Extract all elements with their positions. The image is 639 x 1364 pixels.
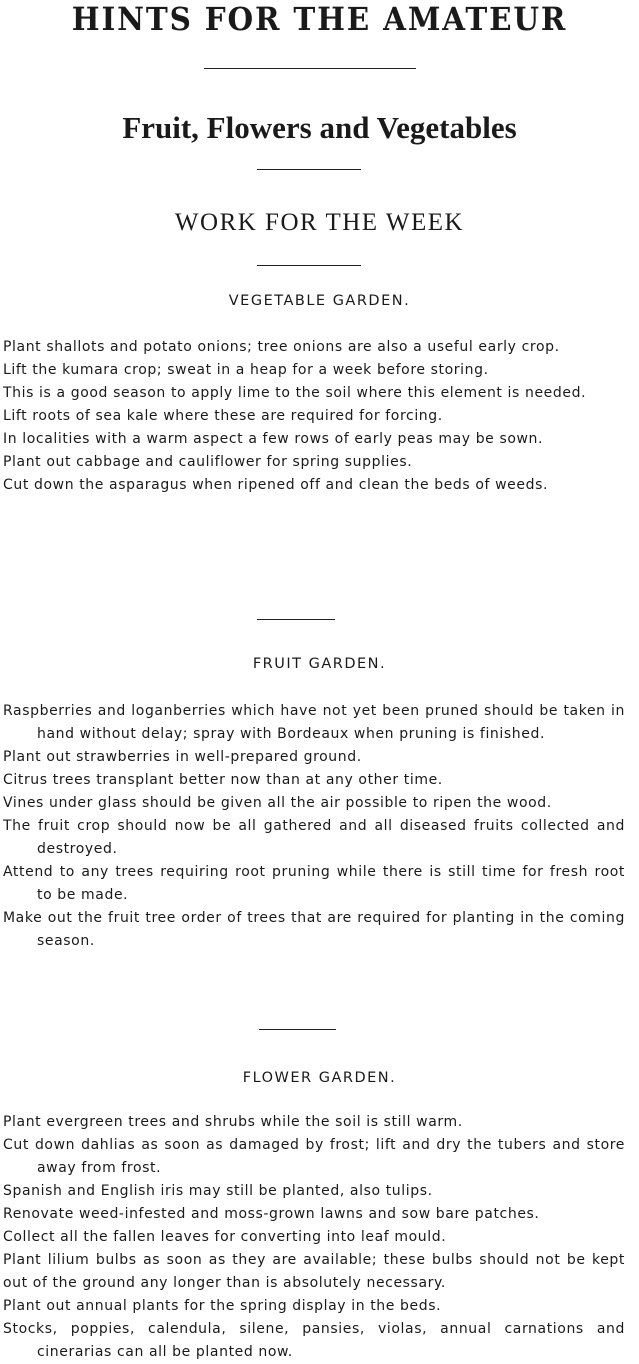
page-title: HINTS FOR THE AMATEUR [71, 0, 568, 38]
list-item: The fruit crop should now be all gathered and all diseased fruits collected and destroyed. [3, 818, 625, 857]
fruit-divider [259, 1029, 336, 1030]
list-item: Plant lilium bulbs as soon as they are available; these bulbs should not be kept out of the ground any longer than is absolutely necessary. [3, 1252, 625, 1291]
flower-garden-list [3, 1111, 625, 1364]
list-item: Plant out annual plants for the spring display in the beds. [3, 1298, 442, 1314]
subtitle-divider [257, 169, 361, 170]
list-item: Cut down the asparagus when ripened off and clean the beds of weeds. [3, 477, 549, 493]
list-item: Attend to any trees requiring root pruning while there is still time for fresh root to be made. [3, 864, 625, 903]
list-item: Stocks, poppies, calendula, silene, pansies, violas, annual carnations and cinerarias can all be planted now. [3, 1321, 625, 1360]
vegetable-garden-heading: VEGETABLE GARDEN. [228, 293, 411, 309]
list-item: Plant out strawberries in well-prepared ground. [3, 749, 362, 765]
list-item: Collect all the fallen leaves for converting into leaf mould. [3, 1229, 447, 1245]
list-item: In localities with a warm aspect a few rows of early peas may be sown. [3, 431, 544, 447]
list-item: Raspberries and loganberries which have not yet been pruned should be taken in hand without delay; spray with Bordeaux when pruning is finished. [3, 703, 625, 742]
page-subtitle: Fruit, Flowers and Vegetables [122, 110, 517, 145]
work-divider [257, 265, 361, 266]
list-item: Plant shallots and potato onions; tree onions are also a useful early crop. [3, 339, 560, 355]
fruit-garden-heading: FRUIT GARDEN. [252, 656, 387, 672]
list-item: Citrus trees transplant better now than at any other time. [3, 772, 443, 788]
list-item: Spanish and English iris may still be planted, also tulips. [3, 1183, 433, 1199]
flower-garden-heading: FLOWER GARDEN. [242, 1070, 397, 1086]
vegetable-divider [257, 619, 335, 620]
list-item: Cut down dahlias as soon as damaged by frost; lift and dry the tubers and store away from frost. [3, 1137, 625, 1176]
list-item: Plant out cabbage and cauliflower for spring supplies. [3, 454, 413, 470]
list-item: Vines under glass should be given all the air possible to ripen the wood. [3, 795, 552, 811]
title-divider [204, 68, 416, 69]
list-item: Renovate weed-infested and moss-grown lawns and sow bare patches. [3, 1206, 540, 1222]
list-item: Plant evergreen trees and shrubs while the soil is still warm. [3, 1114, 463, 1130]
fruit-garden-list [3, 700, 625, 953]
list-item: Make out the fruit tree order of trees that are required for planting in the coming season. [3, 910, 625, 949]
list-item: Lift roots of sea kale where these are required for forcing. [3, 408, 443, 424]
vegetable-garden-list [3, 336, 625, 497]
list-item: This is a good season to apply lime to the soil where this element is needed. [3, 385, 587, 401]
list-item: Lift the kumara crop; sweat in a heap for a week before storing. [3, 362, 489, 378]
section-title: WORK FOR THE WEEK [174, 209, 465, 236]
